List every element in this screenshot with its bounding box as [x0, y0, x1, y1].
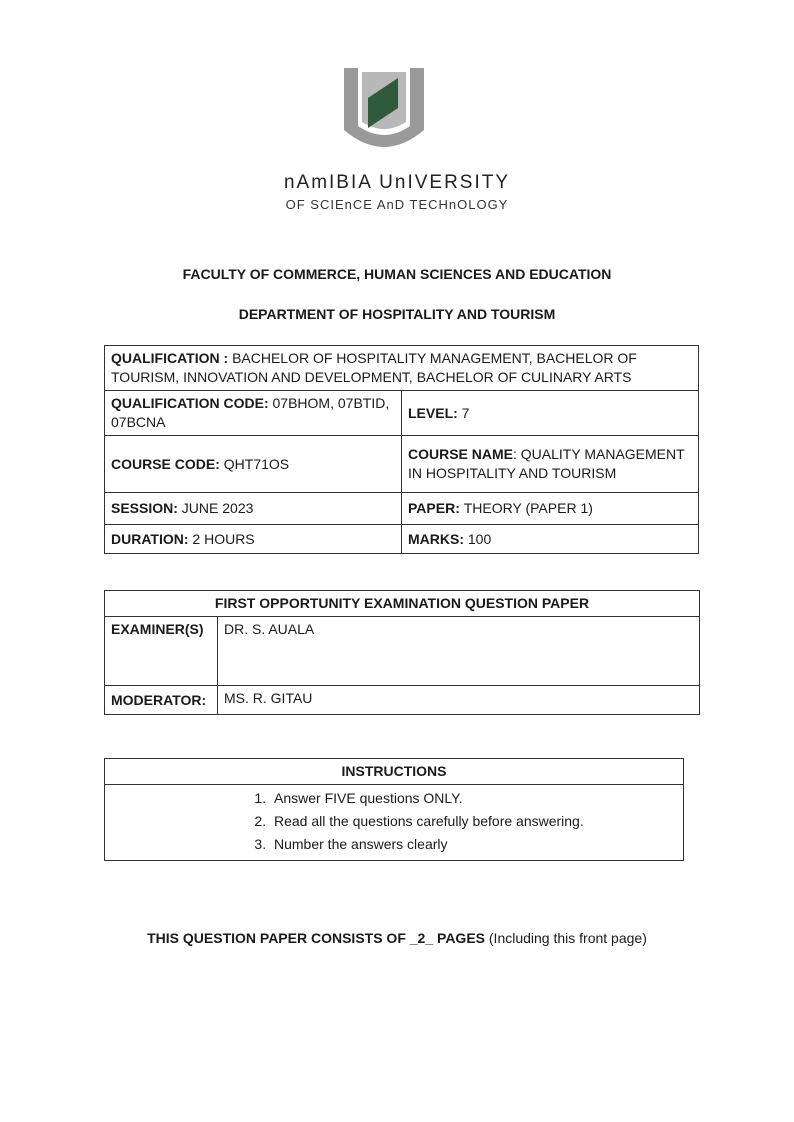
page-count-bold: THIS QUESTION PAPER CONSISTS OF _2_ PAGES	[147, 930, 485, 946]
instruction-item: 3. Number the answers clearly	[270, 833, 683, 856]
course-details-table	[104, 345, 699, 554]
duration-value: 2 HOURS	[192, 530, 255, 547]
moderator-label: MODERATOR:	[105, 686, 218, 715]
examination-info-table	[104, 590, 700, 715]
university-name: nAmIBIA UnIVERSITY	[283, 172, 511, 193]
instructions-table	[104, 758, 684, 861]
university-logo	[328, 64, 440, 160]
duration-cell	[105, 525, 402, 554]
paper-value: THEORY (PAPER 1)	[463, 500, 593, 516]
qualification-code-cell	[105, 391, 402, 436]
level-cell	[402, 391, 699, 436]
department-heading: DEPARTMENT OF HOSPITALITY AND TOURISM	[238, 306, 556, 322]
instruction-item: 2. Read all the questions carefully before answering.	[270, 810, 683, 833]
marks-cell	[402, 525, 699, 554]
qualification-code-label: QUALIFICATION CODE:	[111, 395, 273, 411]
course-code-value: QHT71OS	[223, 455, 290, 472]
session-cell	[105, 493, 402, 525]
course-name-label: COURSE NAME	[408, 446, 514, 462]
qualification-label: QUALIFICATION :	[111, 350, 233, 366]
course-code-cell	[105, 436, 402, 493]
level-value: 7	[461, 404, 470, 421]
level-label: LEVEL:	[408, 404, 462, 421]
paper-label: PAPER:	[408, 500, 464, 516]
instructions-title: INSTRUCTIONS	[105, 759, 684, 785]
qualification-cell	[105, 346, 699, 391]
moderator-value: MS. R. GITAU	[218, 686, 700, 715]
instruction-item: 1. Answer FIVE questions ONLY.	[270, 787, 683, 810]
marks-value: 100	[467, 530, 492, 547]
page-count-rest: (Including this front page)	[485, 930, 647, 946]
duration-label: DURATION:	[111, 530, 193, 547]
course-code-label: COURSE CODE:	[111, 455, 224, 472]
qualification-value: BACHELOR OF HOSPITALITY MANAGEMENT, BACHELOR OF TOURISM, INNOVATION AND DEVELOPMENT, BACHELOR OF CULINARY ARTS	[111, 350, 637, 385]
marks-label: MARKS:	[408, 530, 468, 547]
page-count-note	[0, 930, 794, 946]
instructions-list	[105, 785, 683, 860]
qualification-code-value: 07BHOM, 07BTID, 07BCNA	[111, 395, 390, 430]
session-label: SESSION:	[111, 500, 182, 516]
university-subtitle: OF SCIEnCE AnD TECHnOLOGY	[285, 197, 509, 212]
examiner-label: EXAMINER(S)	[105, 617, 218, 686]
paper-cell	[402, 493, 699, 525]
faculty-heading: FACULTY OF COMMERCE, HUMAN SCIENCES AND EDUCATION	[182, 266, 612, 282]
exam-title: FIRST OPPORTUNITY EXAMINATION QUESTION PAPER	[105, 591, 700, 617]
session-value: JUNE 2023	[181, 500, 254, 516]
course-name-cell	[402, 436, 699, 493]
instructions-list-cell	[105, 785, 684, 861]
examiner-value: DR. S. AUALA	[218, 617, 700, 686]
course-name-value: : QUALITY MANAGEMENT IN HOSPITALITY AND TOURISM	[408, 446, 685, 481]
